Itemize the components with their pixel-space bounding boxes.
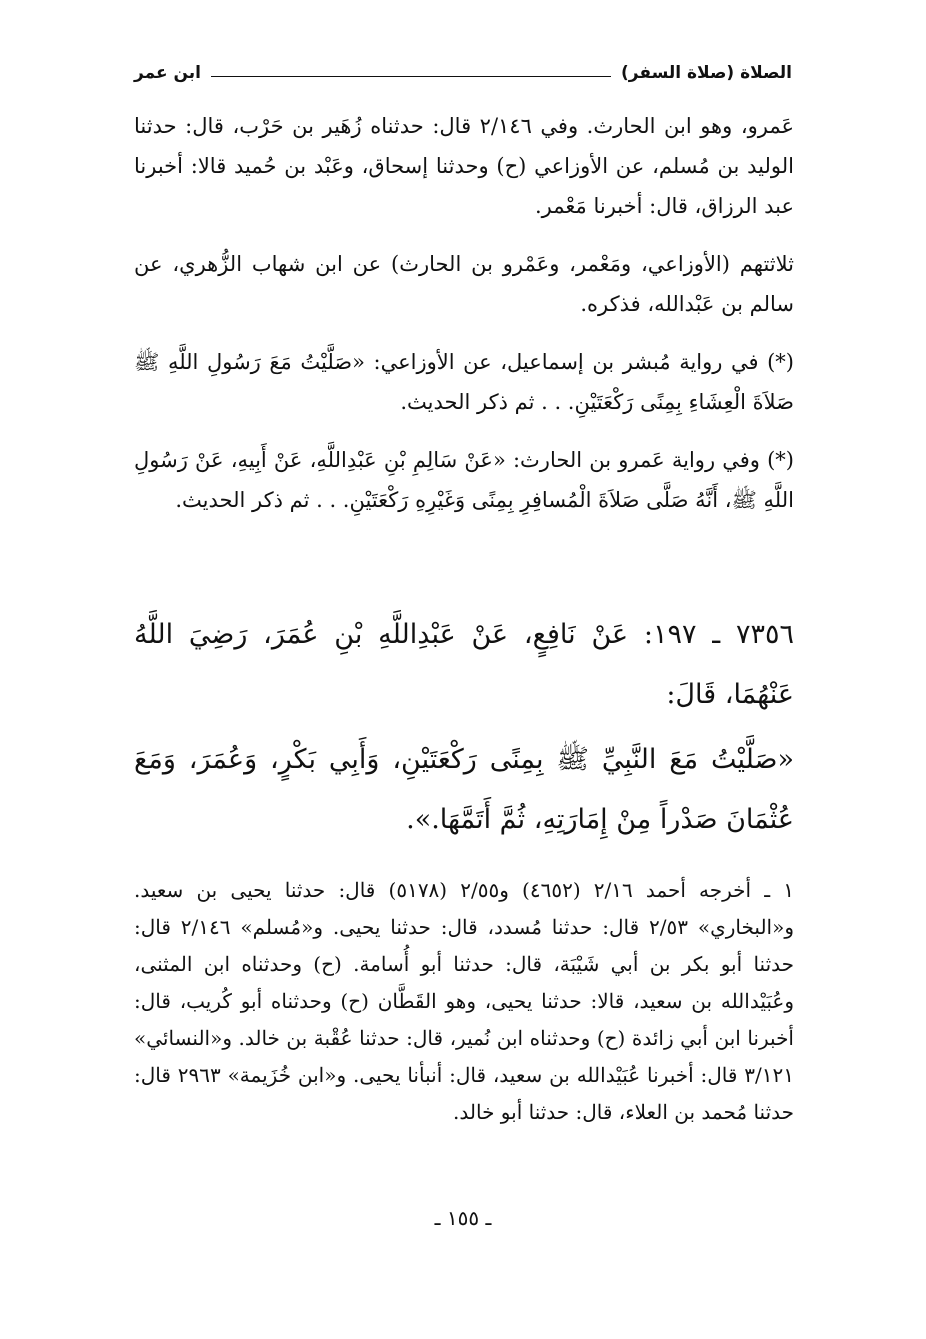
page-number: ـ ١٥٥ ـ [434,1206,492,1230]
hadith-text: «صَلَّيْتُ مَعَ النَّبِيِّ ﷺ بِمِنًى رَكْعَتَيْنِ، وَأَبِي بَكْرٍ، وَعُمَرَ، وَمَعَ عُثْمَانَ صَدْراً مِنْ إِمَارَتِهِ، ثُمَّ أَتَمَّهَا.». [134,744,794,835]
footnote: ١ ـ أخرجه أحمد ٢/١٦ (٤٦٥٢) و٢/٥٥ (٥١٧٨) قال: حدثنا يحيى بن سعيد. و«البخاري» ٢/٥٣ قال: حدثنا مُسدد، قال: حدثنا يحيى. و«مُسلم» ٢/١٤٦ قال: حدثنا أبو بكر بن أبي شَيْبَة، قال: حدثنا أبو أُسامة. (ح) وحدثناه ابن المثنى، وعُبَيْدالله بن سعيد، قالا: حدثنا يحيى، وهو القَطَّان (ح) وحدثناه أبو كُريب، قال: أخبرنا ابن أبي زائدة (ح) وحدثناه ابن نُمير، قال: حدثنا عُقْبة بن خالد. و«النسائي» ٣/١٢١ قال: أخبرنا عُبَيْدالله بن سعيد، قال: أنبأنا يحيى. و«ابن خُزَيمة» ٢٩٦٣ قال: حدثنا مُحمد بن العلاء، قال: حدثنا أبو خالد. [134,878,795,1124]
chapter-title: الصلاة (صلاة السفر) [621,63,792,83]
narrator-title: ابن عمر [134,63,202,83]
paragraph-amr-variant: (*) وفي رواية عَمرو بن الحارث: «عَنْ سَالِمِ بْنِ عَبْدِاللَّهِ، عَنْ أَبِيهِ، عَنْ رَسُولِ اللَّهِ ﷺ، أَنَّهُ صَلَّى صَلاَةَ الْمُسافِرِ بِمِنًى وَغَيْرِهِ رَكْعَتَيْنِ. . . ثم ذكر الحديث. [134,448,794,512]
running-header [134,58,792,88]
paragraph-chain-continuation: عَمرو، وهو ابن الحارث. وفي ٢/١٤٦ قال: حدثناه زُهَير بن حَرْب، قال: حدثنا الوليد بن مُسلم، عن الأوزاعي (ح) وحدثنا إسحاق، وعَبْد بن حُميد قالا: أخبرنا عبد الرزاق، قال: أخبرنا مَعْمر. [134,114,794,218]
header-rule [211,76,611,77]
paragraph-three-narrators: ثلاثتهم (الأوزاعي، ومَعْمر، وعَمْرو بن الحارث) عن ابن شهاب الزُّهري، عن سالم بن عَبْدالله، فذكره. [134,252,794,316]
hadith-intro: ٧٣٥٦ ـ ١٩٧: عَنْ نَافِعٍ، عَنْ عَبْدِاللَّهِ بْنِ عُمَرَ، رَضِيَ اللَّهُ عَنْهُمَا، قَالَ: [134,619,795,710]
paragraph-mubashir-variant: (*) في رواية مُبشر بن إسماعيل، عن الأوزاعي: «صَلَّيْتُ مَعَ رَسُولِ اللَّهِ ﷺ صَلاَةَ الْعِشَاءِ بِمِنًى رَكْعَتَيْنِ. . . ثم ذكر الحديث. [134,350,794,414]
